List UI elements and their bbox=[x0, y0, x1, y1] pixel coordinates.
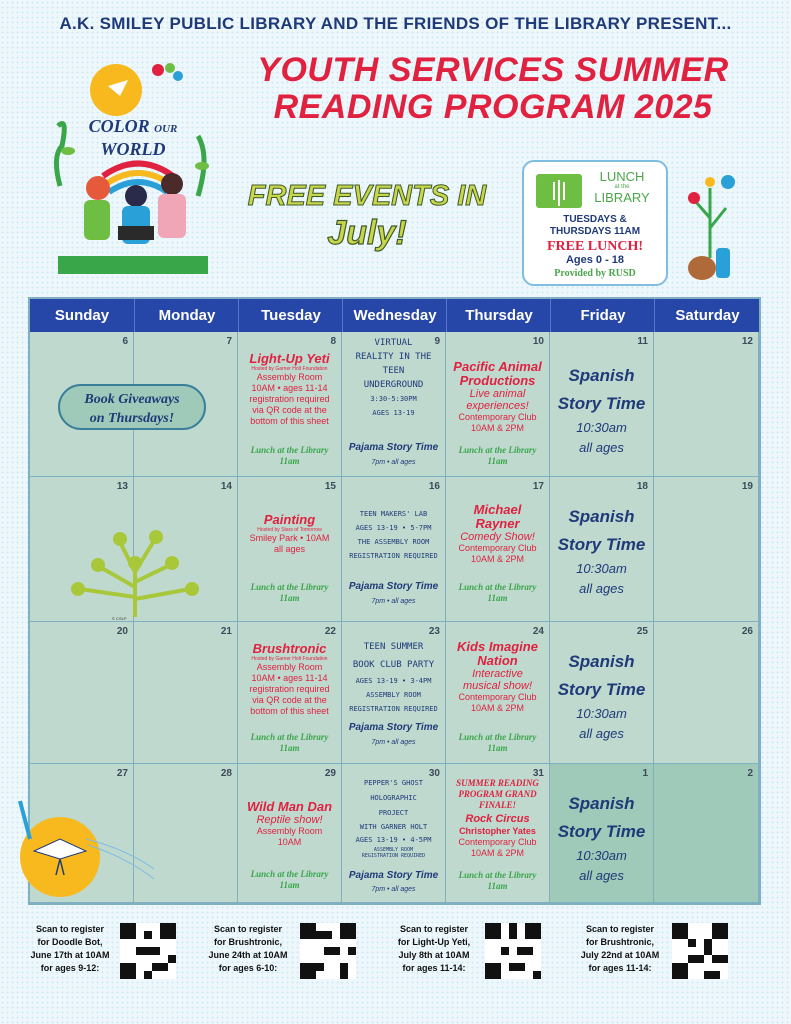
qr-label-line: Scan to register bbox=[213, 924, 283, 934]
event-line: Smiley Park • 10AM bbox=[249, 533, 330, 543]
event-title: Pacific Animal bbox=[453, 359, 542, 374]
event-line: PROJECT bbox=[378, 809, 409, 817]
date-number: 10 bbox=[532, 336, 544, 347]
book-giveaways-line2: on Thursdays! bbox=[89, 411, 175, 426]
lunch-time: 11am bbox=[487, 881, 508, 891]
july-calendar bbox=[28, 297, 761, 905]
date-number: 14 bbox=[220, 481, 232, 492]
qr-label-line: Scan to register bbox=[35, 924, 105, 934]
event-line: Contemporary Club bbox=[458, 692, 537, 702]
logo-line3: WORLD bbox=[100, 139, 166, 159]
lunch-provided-by: Provided by RUSD bbox=[554, 268, 636, 279]
pajama-time: 7pm • all ages bbox=[371, 739, 416, 746]
top-banner: A.K. SMILEY PUBLIC LIBRARY AND THE FRIENDS OF THE LIBRARY PRESENT... bbox=[59, 14, 732, 33]
event-michael-rayner bbox=[446, 503, 549, 565]
qr-label-line: for ages 11-14: bbox=[588, 963, 652, 973]
qr-label-line: Scan to register bbox=[585, 924, 655, 934]
spanish-ages: all ages bbox=[579, 581, 624, 596]
day-cell-25 bbox=[550, 622, 654, 764]
qr-code-brushtronic-july[interactable] bbox=[672, 923, 728, 979]
event-line: BOOK CLUB PARTY bbox=[352, 660, 435, 670]
lunch-at-library-note bbox=[446, 732, 549, 754]
lunch-at-library-note bbox=[238, 869, 341, 891]
day-cell-31 bbox=[446, 764, 550, 903]
event-painting bbox=[238, 513, 341, 555]
main-title bbox=[228, 52, 758, 126]
event-performer: Christopher Yates bbox=[459, 826, 536, 836]
event-line: VIRTUAL bbox=[374, 338, 413, 348]
event-title: Michael bbox=[473, 502, 522, 517]
lunch-at-library-note bbox=[446, 445, 549, 467]
event-line: 10AM & 2PM bbox=[470, 423, 525, 433]
date-number: 26 bbox=[741, 626, 753, 637]
main-title-line2: READING PROGRAM 2025 bbox=[273, 88, 713, 126]
logo-line1: COLOR bbox=[88, 116, 150, 136]
date-number: 16 bbox=[428, 481, 440, 492]
event-host: Hosted by Garner Holt Foundation bbox=[251, 656, 328, 662]
day-cell-20 bbox=[30, 622, 134, 764]
event-peppers-ghost bbox=[342, 776, 445, 859]
lunch-title bbox=[584, 170, 660, 205]
pajama-time: 7pm • all ages bbox=[371, 598, 416, 605]
lunch-label: Lunch at the Library bbox=[458, 445, 537, 455]
day-cell-17 bbox=[446, 477, 550, 622]
date-number: 15 bbox=[324, 481, 336, 492]
event-line: Contemporary Club bbox=[458, 837, 537, 847]
lunch-at-library-note bbox=[238, 732, 341, 754]
event-line: experiences! bbox=[466, 400, 529, 412]
qr-code-doodle-bot[interactable] bbox=[120, 923, 176, 979]
event-line: Reptile show! bbox=[256, 814, 323, 826]
event-line: REALITY IN THE bbox=[355, 352, 432, 362]
day-cell-15 bbox=[238, 477, 342, 622]
qr-label-line: for Doodle Bot, bbox=[37, 937, 103, 947]
event-line: Assembly Room bbox=[256, 826, 323, 836]
event-line: bottom of this sheet bbox=[250, 416, 329, 426]
event-line: REGISTRATION REQUIRED bbox=[361, 853, 426, 859]
spanish-line1: Spanish bbox=[568, 507, 635, 526]
day-cell-22 bbox=[238, 622, 342, 764]
lunch-label: Lunch at the Library bbox=[250, 732, 329, 742]
lunch-days bbox=[524, 214, 666, 238]
lunch-days-line2: THURSDAYS 11AM bbox=[549, 226, 641, 237]
event-line: bottom of this sheet bbox=[250, 706, 329, 716]
spanish-story-time bbox=[550, 503, 653, 599]
event-teen-book-club bbox=[342, 638, 445, 716]
lunch-label: Lunch at the Library bbox=[458, 870, 537, 880]
event-line: AGES 13-19 • 5-7PM bbox=[355, 524, 432, 532]
flower-vase-illustration bbox=[680, 168, 740, 286]
qr-label-line: for Brushtronic, bbox=[585, 937, 654, 947]
event-line: REGISTRATION REQUIRED bbox=[349, 552, 438, 560]
color-our-world-logo bbox=[48, 56, 218, 278]
date-number: 17 bbox=[532, 481, 544, 492]
finale-line1: SUMMER READING bbox=[456, 778, 539, 788]
day-header-wednesday: Wednesday bbox=[342, 299, 447, 332]
day-header-saturday: Saturday bbox=[654, 299, 760, 332]
free-events-month: July! bbox=[327, 214, 407, 252]
date-number: 22 bbox=[324, 626, 336, 637]
lunch-label: Lunch at the Library bbox=[250, 582, 329, 592]
spanish-time: 10:30am bbox=[576, 420, 627, 435]
day-cell-aug-1 bbox=[550, 764, 654, 903]
event-line: Comedy Show! bbox=[460, 531, 535, 543]
event-grand-finale bbox=[446, 778, 549, 859]
qr-label-line: July 8th at 10AM bbox=[398, 950, 470, 960]
event-pacific-animal bbox=[446, 360, 549, 434]
pajama-time: 7pm • all ages bbox=[371, 459, 416, 466]
day-cell-aug-2 bbox=[654, 764, 759, 903]
lunch-time: 11am bbox=[279, 743, 300, 753]
date-number: 24 bbox=[532, 626, 544, 637]
pajama-label: Pajama Story Time bbox=[348, 581, 439, 592]
lunch-time: 11am bbox=[279, 880, 300, 890]
date-number: 23 bbox=[428, 626, 440, 637]
date-number: 7 bbox=[226, 336, 232, 347]
lunch-title-line2: at the bbox=[614, 184, 630, 190]
spanish-line1: Spanish bbox=[568, 794, 635, 813]
event-line: AGES 13-19 • 3-4PM bbox=[355, 677, 432, 685]
event-line: 10AM • ages 11-14 bbox=[251, 673, 328, 683]
spanish-story-time bbox=[550, 362, 653, 458]
date-number: 12 bbox=[741, 336, 753, 347]
qr-label-line: for ages 9-12: bbox=[40, 963, 100, 973]
lunch-at-library-note bbox=[238, 582, 341, 604]
spanish-line2: Story Time bbox=[557, 680, 646, 699]
lunch-time: 11am bbox=[279, 456, 300, 466]
date-number: 30 bbox=[428, 768, 440, 779]
event-title: Wild Man Dan bbox=[246, 799, 333, 814]
event-line: 10AM & 2PM bbox=[470, 703, 525, 713]
spanish-line2: Story Time bbox=[557, 394, 646, 413]
event-line: REGISTRATION REQUIRED bbox=[349, 705, 438, 713]
day-header-tuesday: Tuesday bbox=[238, 299, 343, 332]
day-cell-24 bbox=[446, 622, 550, 764]
event-line: THE ASSEMBLY ROOM bbox=[357, 538, 430, 546]
day-cell-26 bbox=[654, 622, 759, 764]
book-giveaways-line1: Book Giveaways bbox=[84, 392, 180, 407]
event-title: Kids Imagine bbox=[457, 639, 538, 654]
date-number: 9 bbox=[434, 336, 440, 347]
copyright-credit: © CSLP bbox=[112, 616, 127, 621]
event-line: 10AM & 2PM bbox=[470, 848, 525, 858]
event-line: 3:30-5:30PM bbox=[370, 395, 417, 403]
day-cell-11 bbox=[550, 332, 654, 477]
spanish-ages: all ages bbox=[579, 440, 624, 455]
event-light-up-yeti bbox=[238, 352, 341, 427]
event-title: Painting bbox=[263, 512, 316, 527]
lunch-label: Lunch at the Library bbox=[250, 869, 329, 879]
event-teen-makers-lab bbox=[342, 507, 445, 563]
event-line: registration required bbox=[249, 684, 330, 694]
event-brushtronic bbox=[238, 642, 341, 717]
event-title: Rock Circus bbox=[465, 813, 530, 825]
event-virtual-reality bbox=[342, 336, 445, 420]
pajama-story-time bbox=[342, 722, 445, 747]
bird-sun-illustration bbox=[16, 799, 156, 899]
lunch-label: Lunch at the Library bbox=[458, 582, 537, 592]
event-line: Contemporary Club bbox=[458, 412, 537, 422]
date-number: 21 bbox=[220, 626, 232, 637]
qr-label-line: June 24th at 10AM bbox=[208, 950, 288, 960]
day-cell-9 bbox=[342, 332, 446, 477]
lunch-title-line3: LIBRARY bbox=[594, 190, 650, 205]
qr-label-light-up-yeti bbox=[386, 923, 482, 975]
event-host: Hosted by Garner Holt Foundation bbox=[251, 366, 328, 372]
spanish-time: 10:30am bbox=[576, 561, 627, 576]
event-wild-man-dan bbox=[238, 800, 341, 848]
qr-label-line: July 22nd at 10AM bbox=[580, 950, 660, 960]
date-number: 19 bbox=[741, 481, 753, 492]
qr-label-line: for ages 6-10: bbox=[218, 963, 278, 973]
event-line: ASSEMBLY ROOM bbox=[373, 847, 414, 853]
date-number: 8 bbox=[330, 336, 336, 347]
lunch-time: 11am bbox=[487, 593, 508, 603]
event-line: HOLOGRAPHIC bbox=[370, 794, 417, 802]
lunch-at-library-box bbox=[522, 160, 668, 286]
pajama-time: 7pm • all ages bbox=[371, 886, 416, 893]
event-line: 10AM bbox=[277, 837, 302, 847]
event-title: Productions bbox=[459, 373, 536, 388]
lunch-label: Lunch at the Library bbox=[250, 445, 329, 455]
event-line: 10AM & 2PM bbox=[470, 554, 525, 564]
event-line: ASSEMBLY ROOM bbox=[366, 691, 421, 699]
spanish-ages: all ages bbox=[579, 726, 624, 741]
event-line: TEEN SUMMER bbox=[363, 642, 424, 652]
event-line: Interactive bbox=[472, 668, 523, 680]
spanish-line2: Story Time bbox=[557, 535, 646, 554]
spanish-ages: all ages bbox=[579, 868, 624, 883]
qr-code-brushtronic-june[interactable] bbox=[300, 923, 356, 979]
main-title-line1: YOUTH SERVICES SUMMER bbox=[257, 51, 729, 89]
qr-label-brushtronic-july bbox=[572, 923, 668, 975]
event-line: WITH GARNER HOLT bbox=[359, 823, 428, 831]
day-cell-6 bbox=[30, 332, 180, 477]
lunch-time: 11am bbox=[487, 456, 508, 466]
event-line: all ages bbox=[273, 544, 306, 554]
lunch-days-line1: TUESDAYS & bbox=[563, 214, 627, 225]
date-number: 1 bbox=[642, 768, 648, 779]
event-line: 10AM • ages 11-14 bbox=[251, 383, 328, 393]
spanish-story-time bbox=[550, 648, 653, 744]
pajama-label: Pajama Story Time bbox=[348, 870, 439, 881]
event-line: TEEN bbox=[382, 366, 405, 376]
date-number: 11 bbox=[637, 336, 648, 347]
day-cell-23 bbox=[342, 622, 446, 764]
spanish-story-time bbox=[550, 790, 653, 886]
dandelion-illustration bbox=[60, 527, 210, 621]
day-header-thursday: Thursday bbox=[446, 299, 551, 332]
event-title: Brushtronic bbox=[252, 641, 327, 656]
day-cell-12 bbox=[654, 332, 759, 477]
day-cell-7 bbox=[134, 332, 238, 477]
qr-label-line: for Brushtronic, bbox=[213, 937, 282, 947]
lunch-title-line1: LUNCH bbox=[599, 169, 645, 184]
date-number: 18 bbox=[636, 481, 648, 492]
spanish-line1: Spanish bbox=[568, 366, 635, 385]
qr-label-line: June 17th at 10AM bbox=[30, 950, 110, 960]
date-number: 13 bbox=[116, 481, 128, 492]
spanish-line2: Story Time bbox=[557, 822, 646, 841]
free-events-heading: FREE EVENTS IN bbox=[247, 180, 487, 212]
event-line: Assembly Room bbox=[256, 372, 323, 382]
event-line: Assembly Room bbox=[256, 662, 323, 672]
qr-label-line: for Light-Up Yeti, bbox=[397, 937, 471, 947]
day-cell-30 bbox=[342, 764, 446, 903]
day-header-friday: Friday bbox=[550, 299, 655, 332]
day-cell-18 bbox=[550, 477, 654, 622]
day-cell-21 bbox=[134, 622, 238, 764]
date-number: 27 bbox=[116, 768, 128, 779]
calendar-header bbox=[30, 299, 759, 332]
event-line: via QR code at the bbox=[252, 695, 327, 705]
lunch-label: Lunch at the Library bbox=[458, 732, 537, 742]
lunch-at-library-note bbox=[238, 445, 341, 467]
event-line: AGES 13-19 bbox=[372, 409, 415, 417]
event-line: UNDERGROUND bbox=[363, 380, 424, 390]
pajama-label: Pajama Story Time bbox=[348, 442, 439, 453]
lunch-time: 11am bbox=[279, 593, 300, 603]
qr-label-line: Scan to register bbox=[399, 924, 469, 934]
finale-line2: PROGRAM GRAND bbox=[458, 789, 537, 799]
event-line: registration required bbox=[249, 394, 330, 404]
day-header-monday: Monday bbox=[134, 299, 239, 332]
event-line: via QR code at the bbox=[252, 405, 327, 415]
day-cell-19 bbox=[654, 477, 759, 622]
pajama-label: Pajama Story Time bbox=[348, 722, 439, 733]
event-title: Nation bbox=[477, 653, 518, 668]
event-line: TEEN MAKERS' LAB bbox=[359, 510, 428, 518]
event-title: Light-Up Yeti bbox=[249, 351, 330, 366]
date-number: 31 bbox=[532, 768, 544, 779]
book-fork-knife-icon bbox=[536, 174, 582, 208]
lunch-at-library-note bbox=[446, 582, 549, 604]
logo-text bbox=[88, 116, 178, 159]
pajama-story-time bbox=[342, 870, 445, 894]
date-number: 20 bbox=[116, 626, 128, 637]
event-title: Rayner bbox=[475, 516, 520, 531]
event-kids-imagine-nation bbox=[446, 640, 549, 714]
lunch-ages: Ages 0 - 18 bbox=[565, 254, 625, 266]
spanish-line1: Spanish bbox=[568, 652, 635, 671]
pajama-story-time bbox=[342, 581, 445, 606]
qr-label-doodle-bot bbox=[22, 923, 118, 975]
date-number: 6 bbox=[122, 336, 128, 347]
day-cell-10 bbox=[446, 332, 550, 477]
date-number: 2 bbox=[747, 768, 753, 779]
event-line: Live animal bbox=[469, 388, 526, 400]
lunch-at-library-note bbox=[446, 870, 549, 892]
event-host: Hosted by Stars of Tomorrow bbox=[257, 527, 322, 533]
event-line: musical show! bbox=[462, 680, 533, 692]
logo-line2: OUR bbox=[154, 123, 178, 135]
spanish-time: 10:30am bbox=[576, 706, 627, 721]
free-lunch-text: FREE LUNCH! bbox=[546, 239, 644, 254]
date-number: 28 bbox=[220, 768, 232, 779]
event-line: AGES 13-19 • 4-5PM bbox=[355, 836, 432, 844]
finale-line3: FINALE! bbox=[478, 800, 516, 810]
date-number: 29 bbox=[324, 768, 336, 779]
lunch-time: 11am bbox=[487, 743, 508, 753]
event-line: Contemporary Club bbox=[458, 543, 537, 553]
pajama-story-time bbox=[342, 442, 445, 467]
day-header-sunday: Sunday bbox=[54, 307, 110, 324]
qr-label-line: for ages 11-14: bbox=[402, 963, 466, 973]
event-line: PEPPER'S GHOST bbox=[363, 779, 423, 787]
day-cell-16 bbox=[342, 477, 446, 622]
day-cell-29 bbox=[238, 764, 342, 903]
day-cell-8 bbox=[238, 332, 342, 477]
qr-code-light-up-yeti[interactable] bbox=[485, 923, 541, 979]
date-number: 25 bbox=[636, 626, 648, 637]
spanish-time: 10:30am bbox=[576, 848, 627, 863]
qr-label-brushtronic-june bbox=[200, 923, 296, 975]
